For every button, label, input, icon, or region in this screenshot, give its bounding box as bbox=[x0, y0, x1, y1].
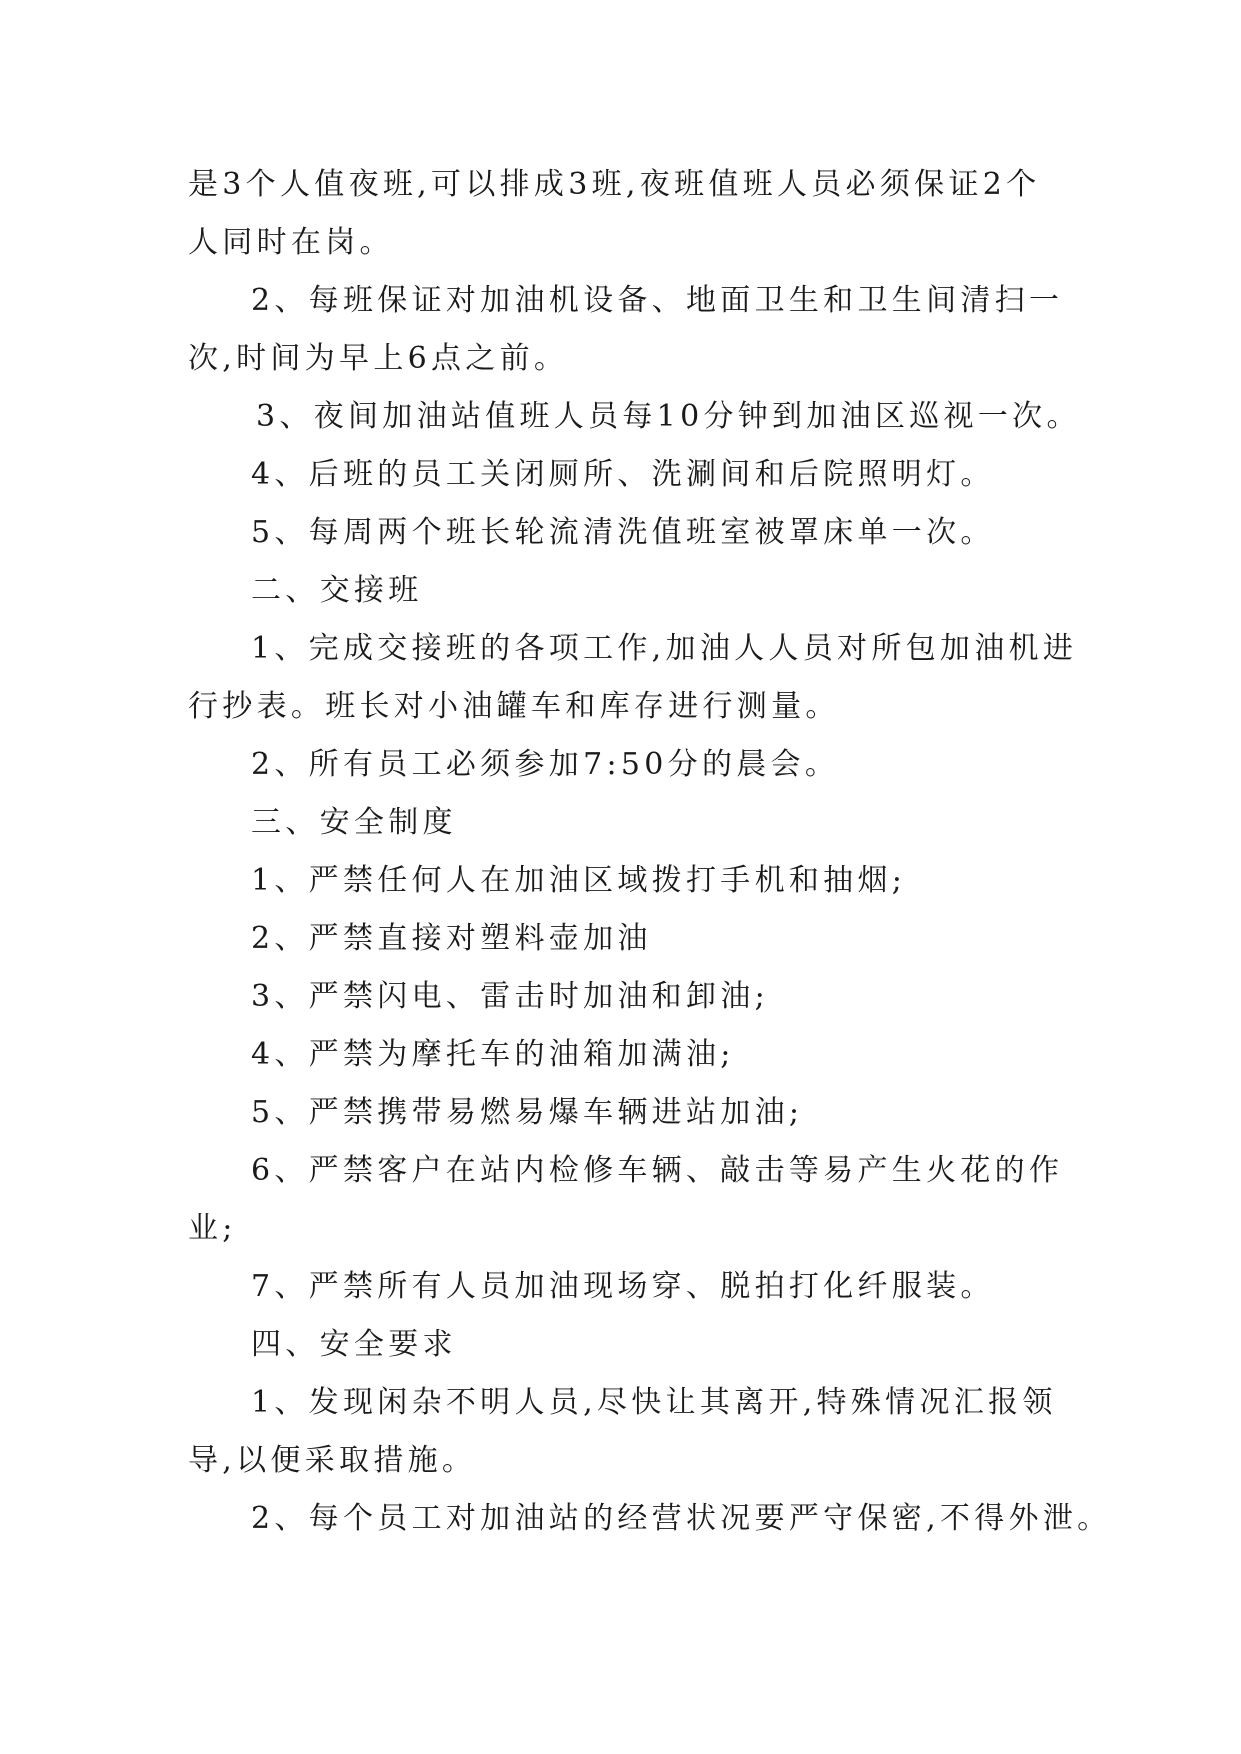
document-body bbox=[188, 156, 1112, 1548]
paragraph-line: 2、每个员工对加油站的经营状况要严守保密,不得外泄。 bbox=[251, 1501, 1112, 1536]
paragraph-line: 人同时在岗。 bbox=[188, 225, 394, 260]
paragraph-line: 2、每班保证对加油机设备、地面卫生和卫生间清扫一 bbox=[251, 283, 1064, 318]
paragraph-line: 是3个人值夜班,可以排成3班,夜班值班人员必须保证2个 bbox=[188, 167, 1041, 202]
paragraph-line: 1、发现闲杂不明人员,尽快让其离开,特殊情况汇报领 bbox=[251, 1385, 1057, 1420]
paragraph-line: 业; bbox=[188, 1211, 237, 1246]
paragraph-line: 行抄表。班长对小油罐车和库存进行测量。 bbox=[188, 689, 840, 724]
paragraph-line: 1、严禁任何人在加油区域拨打手机和抽烟; bbox=[251, 863, 907, 898]
paragraph-line: 7、严禁所有人员加油现场穿、脱拍打化纤服装。 bbox=[251, 1269, 995, 1304]
paragraph-line: 导,以便采取措施。 bbox=[188, 1443, 477, 1478]
paragraph-line: 4、严禁为摩托车的油箱加满油; bbox=[251, 1037, 735, 1072]
paragraph-line: 5、每周两个班长轮流清洗值班室被罩床单一次。 bbox=[251, 515, 995, 550]
section-heading-safety-rules: 三、安全制度 bbox=[251, 805, 457, 840]
paragraph-line: 3、严禁闪电、雷击时加油和卸油; bbox=[251, 979, 769, 1014]
section-heading-safety-requirements: 四、安全要求 bbox=[251, 1327, 457, 1362]
paragraph-line: 2、所有员工必须参加7:50分的晨会。 bbox=[251, 747, 840, 782]
section-heading-handover: 二、交接班 bbox=[251, 573, 423, 608]
paragraph-line: 次,时间为早上6点之前。 bbox=[188, 341, 569, 376]
paragraph-line: 1、完成交接班的各项工作,加油人人员对所包加油机进 bbox=[251, 631, 1078, 666]
paragraph-line: 3、夜间加油站值班人员每10分钟到加油区巡视一次。 bbox=[256, 399, 1081, 434]
paragraph-line: 4、后班的员工关闭厕所、洗涮间和后院照明灯。 bbox=[251, 457, 995, 492]
paragraph-line: 2、严禁直接对塑料壶加油 bbox=[251, 921, 652, 956]
paragraph-line: 6、严禁客户在站内检修车辆、敲击等易产生火花的作 bbox=[251, 1153, 1064, 1188]
paragraph-line: 5、严禁携带易燃易爆车辆进站加油; bbox=[251, 1095, 804, 1130]
